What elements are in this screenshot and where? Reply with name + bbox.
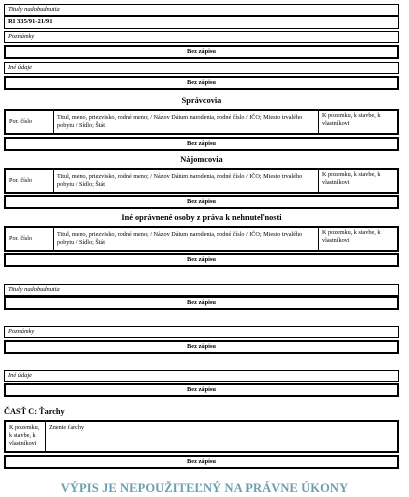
tituly-label-row xyxy=(4,4,399,16)
col-titul-meno: Titul, meno, priezvisko, rodné meno; / Názov Dátum narodenia, rodné číslo / IČO; Miesto trvalého pobytu / Sídlo; Štát xyxy=(54,111,319,133)
col-por-cislo: Por. číslo xyxy=(6,170,54,192)
bez-zapisu-text: Bez zápisu xyxy=(187,343,216,350)
ine-udaje-label-row xyxy=(4,62,399,74)
poznamky-label-row xyxy=(4,31,399,43)
bez-zapisu-row xyxy=(4,45,399,59)
tituly-label-row xyxy=(4,284,399,296)
poznamky-label: Poznámky xyxy=(8,33,35,40)
not-valid-notice: VÝPIS JE NEPOUŽITEĽNÝ NA PRÁVNE ÚKONY xyxy=(60,481,349,495)
bez-zapisu-text: Bez zápisu xyxy=(187,256,216,263)
bez-zapisu-text: Bez zápisu xyxy=(187,299,216,306)
bez-zapisu-text: Bez zápisu xyxy=(187,458,216,465)
col-titul-meno: Titul, meno, priezvisko, rodné meno; / Názov Dátum narodenia, rodné číslo / IČO; Miesto trvalého pobytu / Sídlo; Štát xyxy=(54,170,319,192)
col-znenie-tarchy: Znenie ťarchy xyxy=(49,424,85,431)
bez-zapisu-row xyxy=(4,296,399,310)
tituly-label: Tituly nadobudnutia xyxy=(8,6,60,13)
col-k-pozemku: K pozemku, k stavbe, k vlastníkovi xyxy=(6,422,46,451)
bez-zapisu-row xyxy=(4,76,399,90)
rf-value: RI 335/91-21/91 xyxy=(8,18,53,26)
bez-zapisu-row xyxy=(4,253,399,267)
bez-zapisu-row xyxy=(4,340,399,354)
col-por-cislo: Por. číslo xyxy=(6,228,54,250)
bez-zapisu-row xyxy=(4,137,399,151)
col-por-cislo: Por. číslo xyxy=(6,111,54,133)
bez-zapisu-row xyxy=(4,383,399,397)
section-title-ine-opravnene: Iné oprávnené osoby z práva k nehnuteľnosti xyxy=(121,213,282,222)
bez-zapisu-text: Bez zápisu xyxy=(187,386,216,393)
bez-zapisu-text: Bez zápisu xyxy=(187,79,216,86)
bez-zapisu-text: Bez zápisu xyxy=(187,140,216,147)
ine-udaje-label: Iné údaje xyxy=(8,372,32,379)
section-title-najomcovia: Nájomcovia xyxy=(180,155,223,164)
bez-zapisu-row xyxy=(4,195,399,209)
najomcovia-table-header xyxy=(4,168,399,194)
poznamky-label: Poznámky xyxy=(8,328,35,335)
ine-udaje-label-row xyxy=(4,370,399,382)
cast-c-title: ČASŤ C: Ťarchy xyxy=(4,407,65,416)
col-k-pozemku: K pozemku, k stavbe, k vlastníkovi xyxy=(322,229,381,244)
poznamky-label-row xyxy=(4,326,399,338)
bez-zapisu-text: Bez zápisu xyxy=(187,48,216,55)
bez-zapisu-text: Bez zápisu xyxy=(187,198,216,205)
bez-zapisu-row xyxy=(4,455,399,469)
tarchy-table-header xyxy=(4,420,399,453)
tituly-label: Tituly nadobudnutia xyxy=(8,286,60,293)
spravcovia-table-header xyxy=(4,109,399,135)
ine-opravnene-table-header xyxy=(4,226,399,252)
col-k-pozemku: K pozemku, k stavbe, k vlastníkovi xyxy=(322,171,381,186)
rf-value-row xyxy=(4,16,399,29)
col-k-pozemku: K pozemku, k stavbe, k vlastníkovi xyxy=(322,112,381,127)
section-title-spravcovia: Správcovia xyxy=(181,96,222,105)
ine-udaje-label: Iné údaje xyxy=(8,64,32,71)
col-titul-meno: Titul, meno, priezvisko, rodné meno; / Názov Dátum narodenia, rodné číslo / IČO; Miesto trvalého pobytu / Sídlo; Štát xyxy=(54,228,319,250)
